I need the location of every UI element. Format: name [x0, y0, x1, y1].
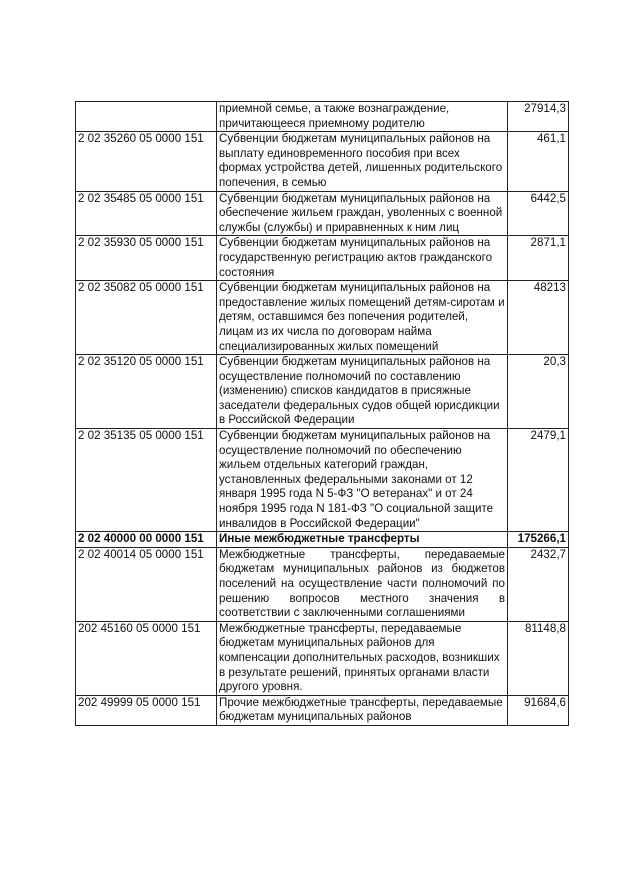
description-cell: Субвенции бюджетам муниципальных районов на обеспечение жильем граждан, уволенных с военной службы (службы) и приравненных к ним лиц [217, 191, 508, 236]
table-row [76, 102, 569, 132]
amount-cell: 175266,1 [508, 532, 569, 548]
table-row [76, 547, 569, 621]
budget-code-cell: 2 02 35930 05 0000 151 [76, 236, 217, 281]
amount-cell: 2479,1 [508, 429, 569, 532]
budget-code-cell: 2 02 40014 05 0000 151 [76, 547, 217, 621]
budget-code-cell: 202 45160 05 0000 151 [76, 621, 217, 695]
budget-code-cell: 2 02 35485 05 0000 151 [76, 191, 217, 236]
table-row [76, 191, 569, 236]
description-cell: Межбюджетные трансферты, передаваемые бюджетам муниципальных районов для компенсации дополнительных расходов, возникших в результате решений, принятых органами власти другого уровня. [217, 621, 508, 695]
budget-revenue-table [75, 101, 569, 726]
budget-code-cell [76, 102, 217, 132]
amount-cell: 91684,6 [508, 695, 569, 725]
budget-code-cell: 2 02 35082 05 0000 151 [76, 281, 217, 355]
amount-cell: 81148,8 [508, 621, 569, 695]
table-row [76, 132, 569, 191]
description-cell: Субвенции бюджетам муниципальных районов на выплату единовременного пособия при всех формах устройства детей, лишенных родительского попечения, в семью [217, 132, 508, 191]
table-row [76, 281, 569, 355]
amount-cell: 48213 [508, 281, 569, 355]
table-row [76, 236, 569, 281]
description-cell: Прочие межбюджетные трансферты, передаваемые бюджетам муниципальных районов [217, 695, 508, 725]
amount-cell: 2432,7 [508, 547, 569, 621]
description-cell: приемной семье, а также вознаграждение, причитающееся приемному родителю [217, 102, 508, 132]
budget-code-cell: 2 02 40000 00 0000 151 [76, 532, 217, 548]
description-cell: Субвенции бюджетам муниципальных районов на осуществление полномочий по составлению (изменению) списков кандидатов в присяжные заседатели федеральных судов общей юрисдикции в Российской Федерации [217, 355, 508, 429]
description-cell: Иные межбюджетные трансферты [217, 532, 508, 548]
budget-code-cell: 2 02 35260 05 0000 151 [76, 132, 217, 191]
amount-cell: 27914,3 [508, 102, 569, 132]
budget-code-cell: 2 02 35135 05 0000 151 [76, 429, 217, 532]
table-row [76, 355, 569, 429]
table-row-subtotal [76, 532, 569, 548]
amount-cell: 6442,5 [508, 191, 569, 236]
amount-cell: 461,1 [508, 132, 569, 191]
description-cell: Субвенции бюджетам муниципальных районов на предоставление жилых помещений детям-сиротам и детям, оставшимся без попечения родителей, лицам из их числа по договорам найма специализированных жилых помещений [217, 281, 508, 355]
description-text: Межбюджетные трансферты, передаваемые бюджетам муниципальных районов из бюджетов поселений на осуществление части полномочий по решению вопросов местного значения в [219, 547, 505, 605]
budget-code-cell: 2 02 35120 05 0000 151 [76, 355, 217, 429]
amount-cell: 20,3 [508, 355, 569, 429]
description-cell: Субвенции бюджетам муниципальных районов на осуществление полномочий по обеспечению жильем отдельных категорий граждан, установленных федеральными законами от 12 января 1995 года N 5-ФЗ "О ветеранах" и от 24 ноября 1995 года N 181-ФЗ "О социальной защите инвалидов в Российской Федерации" [217, 429, 508, 532]
table-row [76, 621, 569, 695]
description-text-last-line: соответствии с заключенными соглашениями [219, 606, 465, 620]
budget-code-cell: 202 49999 05 0000 151 [76, 695, 217, 725]
table-row [76, 429, 569, 532]
description-cell: Субвенции бюджетам муниципальных районов на государственную регистрацию актов гражданского состояния [217, 236, 508, 281]
description-cell [217, 547, 508, 621]
table-row [76, 695, 569, 725]
amount-cell: 2871,1 [508, 236, 569, 281]
